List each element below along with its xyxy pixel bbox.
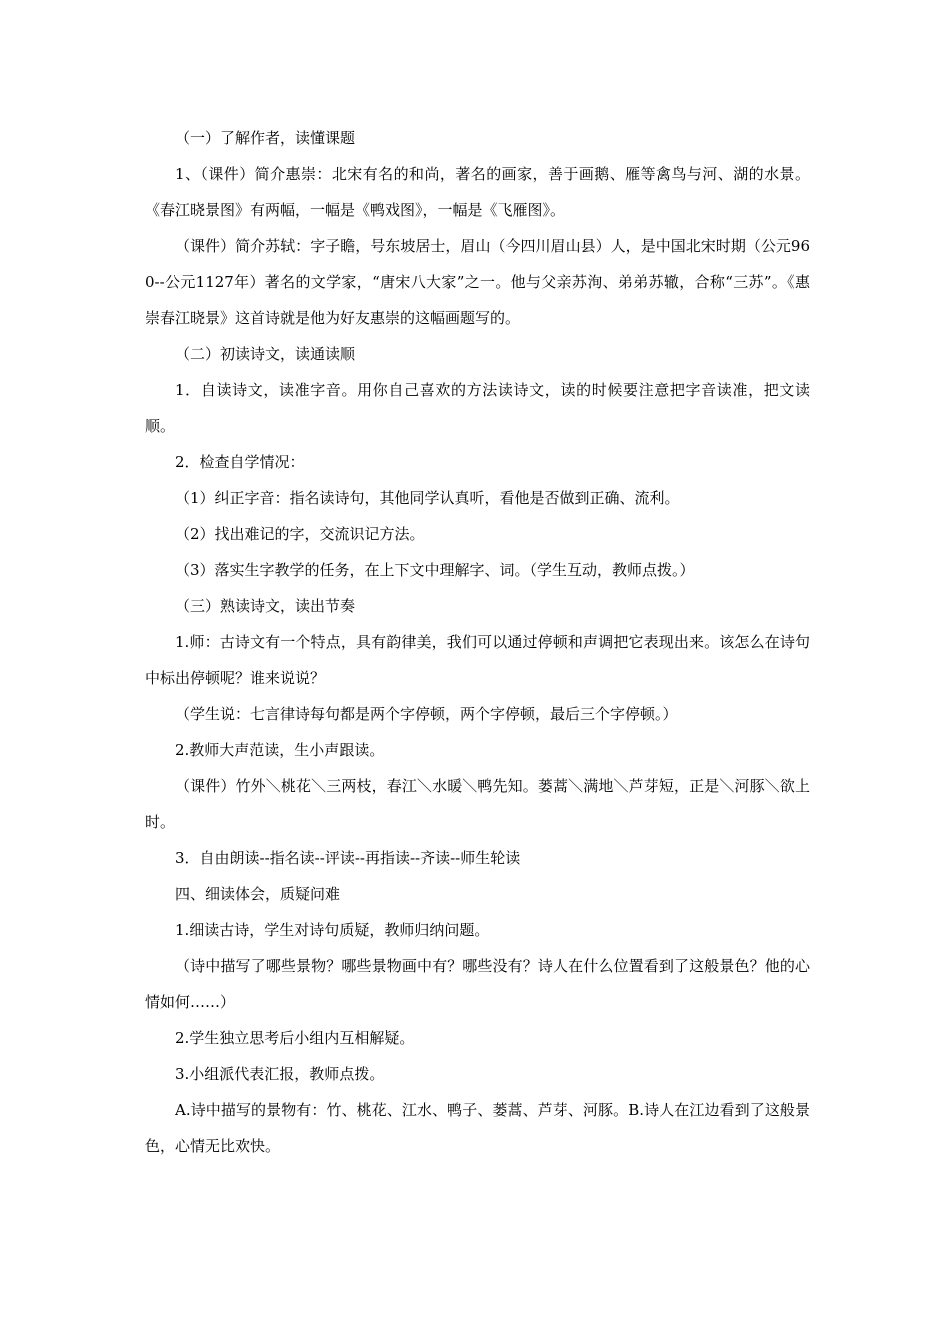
section-heading-3: （三）熟读诗文，读出节奏 [175,597,356,615]
paragraph-reading-sequence: 3．自由朗读--指名读--评读--再指读--齐读--师生轮读 [175,849,521,867]
paragraph-poem-pauses: （课件）竹外＼桃花＼三两枝，春江＼水暖＼鸭先知。蒌蒿＼满地＼芦芽短，正是＼河豚＼欲上时。 [145,777,810,831]
paragraph-vocabulary-task: （3）落实生字教学的任务，在上下文中理解字、词。（学生互动，教师点拨。） [175,561,695,579]
paragraph-student-answer: （学生说：七言律诗每句都是两个字停顿，两个字停顿，最后三个字停顿。） [175,705,678,723]
paragraph-teacher-demo: 2.教师大声范读，生小声跟读。 [175,741,385,759]
paragraph-questions: （诗中描写了哪些景物？哪些景物画中有？哪些没有？诗人在什么位置看到了这般景色？他的心情如何……） [145,957,810,1011]
paragraph-group-report: 3.小组派代表汇报，教师点拨。 [175,1065,385,1083]
paragraph-self-reading: 1．自读诗文，读准字音。用你自己喜欢的方法读诗文，读的时候要注意把字音读准，把文读顺。 [145,381,810,435]
paragraph-correct-pronunciation: （1）纠正字音：指名读诗句，其他同学认真听，看他是否做到正确、流利。 [175,489,680,507]
document-body [145,120,810,1164]
paragraph-difficult-characters: （2）找出难记的字，交流识记方法。 [175,525,425,543]
paragraph-huichong-intro: 1、（课件）简介惠崇：北宋有名的和尚，著名的画家，善于画鹅、雁等禽鸟与河、湖的水景。《春江晓景图》有两幅，一幅是《鸭戏图》，一幅是《飞雁图》。 [145,165,810,219]
section-heading-4: 四、细读体会，质疑问难 [175,885,341,903]
paragraph-rhythm-intro: 1.师：古诗文有一个特点，具有韵律美，我们可以通过停顿和声调把它表现出来。该怎么在诗句中标出停顿呢？谁来说说？ [145,633,810,687]
paragraph-close-reading: 1.细读古诗，学生对诗句质疑，教师归纳问题。 [175,921,490,939]
section-heading-2: （二）初读诗文，读通读顺 [175,345,356,363]
paragraph-scenery-summary: A.诗中描写的景物有：竹、桃花、江水、鸭子、蒌蒿、芦芽、河豚。B.诗人在江边看到了这般景色，心情无比欢快。 [145,1101,810,1155]
paragraph-sushi-intro: （课件）简介苏轼：字子瞻，号东坡居士，眉山（今四川眉山县）人，是中国北宋时期（公元960--公元1127年）著名的文学家，“唐宋八大家”之一。他与父亲苏洵、弟弟苏辙，合称“三苏”。《惠崇春江晓景》这首诗就是他为好友惠崇的这幅画题写的。 [145,237,810,327]
paragraph-group-discussion: 2.学生独立思考后小组内互相解疑。 [175,1029,415,1047]
section-heading-1: （一）了解作者，读懂课题 [175,129,356,147]
paragraph-check-self-study: 2．检查自学情况： [175,453,305,471]
